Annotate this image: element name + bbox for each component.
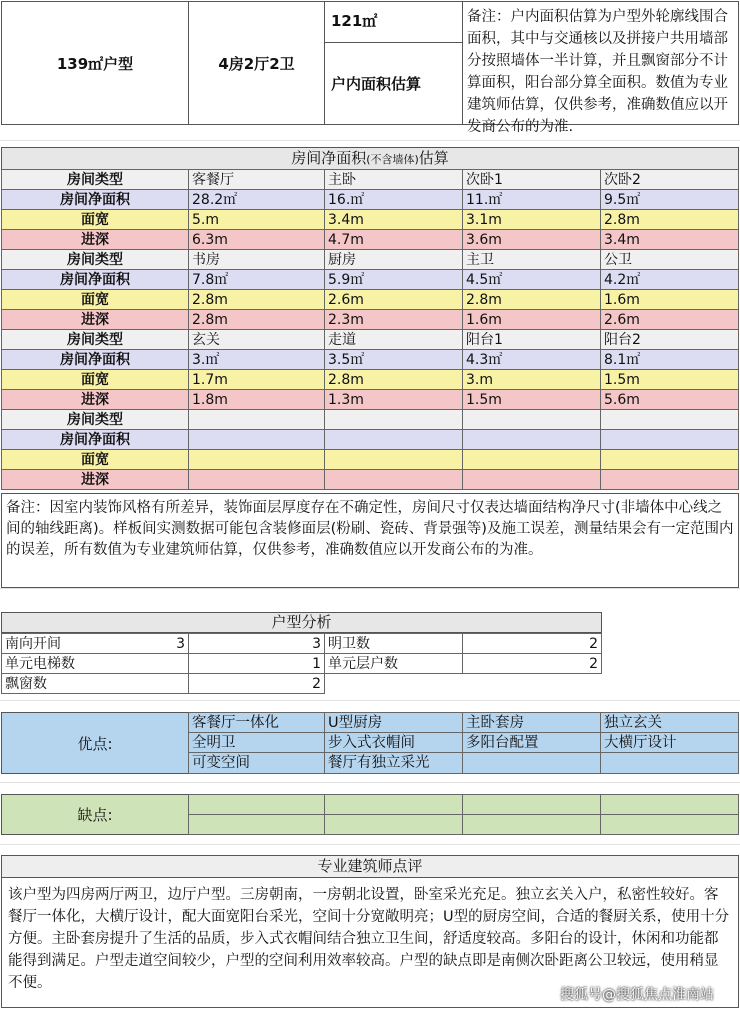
pro-item [600,752,739,774]
layout-label: 4房2厅2卫 [218,54,295,73]
con-item [188,794,325,815]
room-area-cell: 8.1㎡ [600,349,739,370]
room-area-label: 房间净面积 [1,189,189,210]
analysis-title [1,612,602,633]
room-depth-cell [600,469,739,490]
room-type-cell [188,409,325,430]
room-type-cell: 次卧2 [600,169,739,190]
pro-item: 大横厅设计 [600,732,739,754]
floor-units-value: 2 [589,656,598,672]
room-area-cell [324,429,463,450]
rooms-title [1,147,739,170]
room-depth-cell [188,469,325,490]
south-label-cell [1,633,189,654]
south-pad [188,633,325,654]
room-depth-cell: 2.6m [600,309,739,330]
room-type-cell: 走道 [324,329,463,350]
area-label: 户内面积估算 [331,75,422,93]
room-type-label: 房间类型 [1,249,189,270]
room-width-cell: 1.5m [600,369,739,390]
rooms-title-tail: 估算 [418,149,449,167]
room-type-cell: 主卫 [462,249,601,270]
con-item [462,794,601,815]
room-type-cell: 阳台1 [462,329,601,350]
bath-label: 明卫数 [328,636,370,652]
pro-item: 多阳台配置 [462,732,601,754]
room-depth-cell: 1.8m [188,389,325,410]
analysis-title-text: 户型分析 [271,613,332,631]
room-depth-cell: 1.5m [462,389,601,410]
room-type-label: 房间类型 [1,329,189,350]
room-width-cell: 1.6m [600,289,739,310]
room-type-cell: 阳台2 [600,329,739,350]
unit-type-label: 139㎡户型 [56,54,134,73]
room-area-cell [462,429,601,450]
pro-item: 步入式衣帽间 [324,732,463,754]
room-width-cell: 5.m [188,209,325,230]
room-width-cell: 3.m [462,369,601,390]
south-value-display: 3 [312,636,321,652]
rooms-title-main: 房间净面积 [291,149,367,167]
room-width-cell: 2.8m [462,289,601,310]
room-type-cell: 玄关 [188,329,325,350]
area-value-cell [324,1,463,43]
cons-label-cell [1,794,189,835]
room-area-cell: 3.5㎡ [324,349,463,370]
area-value: 121㎡ [331,12,378,30]
review-text: 该户型为四房两厅两卫，边厅户型。三房朝南，一房朝北设置，卧室采光充足。独立玄关入户，私密性较好。客餐厅一体化，大横厅设计，配大面宽阳台采光，空间十分宽敞明亮；U型的厨房空间，合适的餐厨关系，使用十分方便。主卧套房提升了生活的品质，步入式衣帽间结合独立卫生间，舒适度较高。多阳台的设计，休闲和功能都能得到满足。户型走道空间较少，户型的空间利用效率较高。户型的缺点即是南侧次卧距离公卫较远，使用稍显不便。 [8,887,730,991]
bath-value: 2 [589,636,598,652]
room-type-cell: 主卧 [324,169,463,190]
con-item [324,794,463,815]
room-depth-cell: 1.6m [462,309,601,330]
area-note [462,1,739,135]
room-area-cell: 4.3㎡ [462,349,601,370]
elevator-label-cell [1,653,189,674]
pro-item: 可变空间 [188,752,325,774]
room-width-label: 面宽 [1,449,189,470]
unit-type-cell [1,1,189,125]
room-type-cell [600,409,739,430]
area-note-text: 备注：户内面积估算为户型外轮廓线围合面积，其中与交通核以及拼接户共用墙部分按照墙体一半计算，并且飘窗部分不计算面积，阳台部分算全面积。数值为专业建筑师估算，仅供参考，准确数值应以开发商公布的为准. [467,9,728,135]
room-depth-cell: 1.3m [324,389,463,410]
rooms-note [1,493,739,588]
pro-item [462,752,601,774]
bath-label-cell [324,633,463,654]
room-width-label: 面宽 [1,369,189,390]
room-area-cell [188,429,325,450]
pros-label: 优点: [77,734,113,753]
rooms-title-small: (不含墙体) [366,153,419,166]
bay-label: 飘窗数 [5,676,47,692]
floor-units-value-cell [462,653,602,674]
room-type-label: 房间类型 [1,169,189,190]
room-type-cell: 公卫 [600,249,739,270]
room-type-cell [462,409,601,430]
room-width-label: 面宽 [1,209,189,230]
room-depth-cell: 3.6m [462,229,601,250]
review-title-text: 专业建筑师点评 [317,857,423,875]
room-depth-label: 进深 [1,389,189,410]
room-depth-cell: 2.3m [324,309,463,330]
room-depth-cell: 4.7m [324,229,463,250]
elevator-value: 1 [312,656,321,672]
room-area-cell: 28.2㎡ [188,189,325,210]
room-width-cell: 2.8m [188,289,325,310]
room-area-label: 房间净面积 [1,269,189,290]
room-width-cell [462,449,601,470]
room-width-cell [188,449,325,470]
room-area-cell: 3.㎡ [188,349,325,370]
room-width-cell: 3.4m [324,209,463,230]
pros-label-cell [1,712,189,774]
room-depth-cell [324,469,463,490]
rooms-note-text: 备注：因室内装饰风格有所差异，装饰面层厚度存在不确定性，房间尺寸仅表达墙面结构净尺寸(非墙体中心线之间的轴线距离)。样板间实测数据可能包含装修面层(粉刷、瓷砖、背景强等)及施工误差，测量结果会有一定范围内的误差，所有数值为专业建筑师估算，仅供参考，准确数值应以开发商公布的为准。 [6,500,734,558]
room-width-cell [324,449,463,470]
elevator-value-cell [188,653,325,674]
room-depth-label: 进深 [1,309,189,330]
room-area-cell: 9.5㎡ [600,189,739,210]
room-width-cell: 2.8m [600,209,739,230]
room-area-cell: 16.㎡ [324,189,463,210]
watermark [560,984,738,1006]
con-item [600,814,739,835]
room-type-cell: 客餐厅 [188,169,325,190]
room-area-cell [600,429,739,450]
room-depth-cell: 3.4m [600,229,739,250]
layout-cell [188,1,325,125]
room-depth-cell: 2.8m [188,309,325,330]
con-item [600,794,739,815]
room-width-cell [600,449,739,470]
room-width-cell: 1.7m [188,369,325,390]
watermark-text: 搜狐号@搜狐焦点淮南站 [560,987,714,1003]
room-depth-cell: 5.6m [600,389,739,410]
area-label-cell [324,42,463,125]
room-area-cell: 11.㎡ [462,189,601,210]
floor-units-label-cell [324,653,463,674]
bay-value: 2 [312,676,321,692]
room-area-cell: 5.9㎡ [324,269,463,290]
bath-value-cell [462,633,602,654]
room-depth-cell [462,469,601,490]
elevator-label: 单元电梯数 [5,656,75,672]
room-width-label: 面宽 [1,289,189,310]
room-depth-cell: 6.3m [188,229,325,250]
room-area-label: 房间净面积 [1,349,189,370]
room-width-cell: 2.8m [324,369,463,390]
room-type-cell: 厨房 [324,249,463,270]
room-depth-label: 进深 [1,229,189,250]
room-width-cell: 3.1m [462,209,601,230]
pro-item: 全明卫 [188,732,325,754]
pro-item: 主卧套房 [462,712,601,734]
room-type-label: 房间类型 [1,409,189,430]
room-type-cell: 书房 [188,249,325,270]
room-area-cell: 4.5㎡ [462,269,601,290]
room-depth-label: 进深 [1,469,189,490]
room-type-cell: 次卧1 [462,169,601,190]
south-label: 南向开间 [5,636,61,652]
con-item [324,814,463,835]
bay-label-cell [1,673,189,694]
floor-units-label: 单元层户数 [328,656,398,672]
pro-item: U型厨房 [324,712,463,734]
con-item [462,814,601,835]
room-type-cell [324,409,463,430]
pro-item: 餐厅有独立采光 [324,752,463,774]
south-value: 3 [176,636,185,652]
con-item [188,814,325,835]
cons-label: 缺点: [77,806,113,824]
room-area-cell: 4.2㎡ [600,269,739,290]
room-width-cell: 2.6m [324,289,463,310]
pro-item: 独立玄关 [600,712,739,734]
pro-item: 客餐厅一体化 [188,712,325,734]
review-title [1,855,739,878]
room-area-cell: 7.8㎡ [188,269,325,290]
room-area-label: 房间净面积 [1,429,189,450]
bay-value-cell [188,673,325,694]
